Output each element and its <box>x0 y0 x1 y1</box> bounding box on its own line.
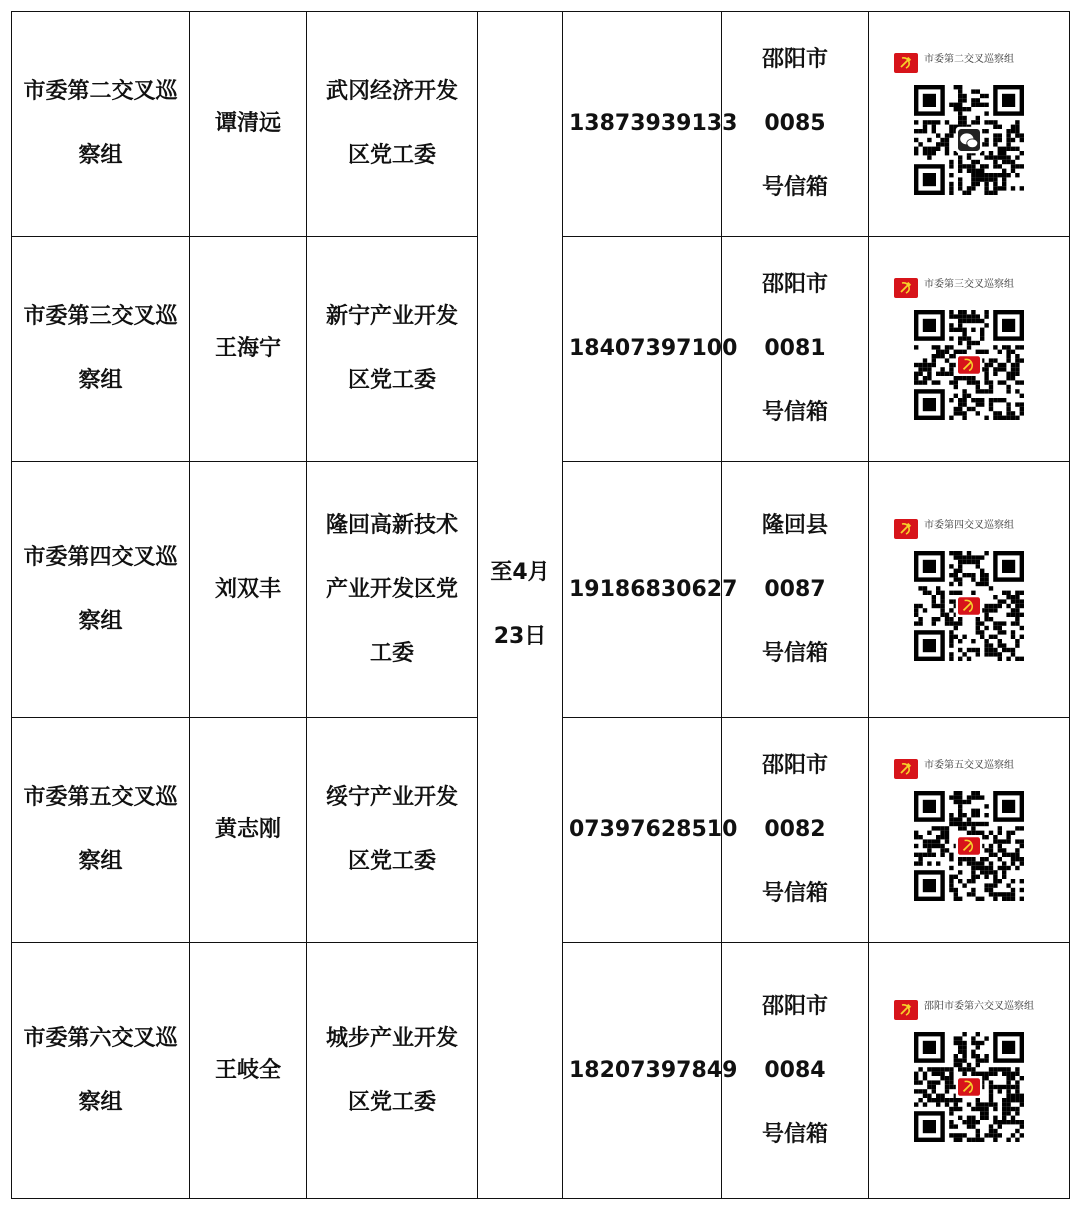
qr-header <box>894 278 1044 298</box>
inspection-contact-table <box>11 11 1070 1199</box>
cell-line: 王岐全 <box>214 1057 281 1083</box>
mailbox-cell <box>722 12 869 237</box>
qr-cell <box>869 237 1070 462</box>
cell-line: 隆回县 0087 <box>761 512 828 602</box>
cell-line: 市委第五交叉巡 <box>23 785 178 810</box>
target-unit-cell <box>307 237 478 462</box>
party-emblem-icon <box>894 278 918 298</box>
cell-line: 号信箱 <box>761 400 828 425</box>
qr-code <box>914 1032 1024 1142</box>
cell-line: 新宁产业开发 <box>325 304 458 329</box>
cell-line: 区党工委 <box>347 143 436 168</box>
cell-line: 市委第三交叉巡 <box>23 304 178 329</box>
phone-cell <box>563 462 738 718</box>
qr-header <box>894 1000 1044 1020</box>
qr-header <box>894 759 1044 779</box>
mailbox-cell <box>722 718 869 943</box>
cell-line: 邵阳市 0081 <box>761 272 828 361</box>
group-name-cell <box>12 462 190 718</box>
target-unit-cell <box>307 12 478 237</box>
qr-code <box>914 791 1024 901</box>
cell-line: 市委第四交叉巡 <box>23 544 178 570</box>
party-emblem-icon <box>894 1000 918 1020</box>
cell-line: 察组 <box>78 143 123 168</box>
qr-cell <box>869 12 1070 237</box>
qr-card <box>875 53 1063 195</box>
group-name-cell <box>12 237 190 462</box>
qr-code <box>914 85 1024 195</box>
leader-cell <box>190 943 307 1199</box>
cell-line: 工委 <box>369 640 414 666</box>
cell-line: 市委第六交叉巡 <box>23 1025 178 1051</box>
cell-line: 察组 <box>78 608 123 634</box>
target-unit-cell <box>307 718 478 943</box>
cell-line: 王海宁 <box>214 336 281 361</box>
qr-card <box>875 759 1063 901</box>
party-emblem-icon <box>894 519 918 539</box>
mailbox-cell <box>722 943 869 1199</box>
mailbox-cell <box>722 462 869 718</box>
cell-line: 区党工委 <box>347 368 436 393</box>
mailbox-cell <box>722 237 869 462</box>
qr-cell <box>869 718 1070 943</box>
qr-caption: 市委第二交叉巡察组 <box>924 54 1014 65</box>
cell-line: 13873939133 <box>569 111 738 136</box>
qr-caption: 市委第五交叉巡察组 <box>924 760 1014 771</box>
cell-line: 察组 <box>78 368 123 393</box>
phone-cell <box>563 237 738 462</box>
qr-card <box>875 519 1063 661</box>
cell-line: 察组 <box>78 849 123 874</box>
qr-card <box>875 1000 1063 1142</box>
table-row <box>12 12 1070 237</box>
cell-line: 区党工委 <box>347 849 436 874</box>
target-unit-cell <box>307 462 478 718</box>
cell-line: 察组 <box>78 1089 123 1115</box>
cell-line: 07397628510 <box>569 817 738 842</box>
target-unit-cell <box>307 943 478 1199</box>
cell-line: 号信箱 <box>761 175 828 200</box>
leader-cell <box>190 462 307 718</box>
cell-line: 区党工委 <box>347 1089 436 1115</box>
date-range-cell <box>478 12 563 1199</box>
cell-line: 18207397849 <box>569 1057 738 1083</box>
qr-code <box>914 551 1024 661</box>
cell-line: 隆回高新技术 <box>325 512 458 538</box>
cell-line: 市委第二交叉巡 <box>23 79 178 104</box>
party-emblem-icon <box>894 759 918 779</box>
phone-cell <box>563 12 738 237</box>
cell-line: 18407397100 <box>569 336 738 361</box>
group-name-cell <box>12 718 190 943</box>
cell-line: 邵阳市 0084 <box>761 993 828 1083</box>
cell-line: 绥宁产业开发 <box>325 785 458 810</box>
phone-cell <box>563 943 738 1199</box>
leader-cell <box>190 12 307 237</box>
cell-line: 武冈经济开发 <box>325 79 458 104</box>
cell-line: 邵阳市 0085 <box>761 47 828 136</box>
cell-line: 23日 <box>493 624 547 649</box>
qr-caption: 市委第三交叉巡察组 <box>924 279 1014 290</box>
qr-card <box>875 278 1063 420</box>
qr-code <box>914 310 1024 420</box>
phone-cell <box>563 718 738 943</box>
cell-line: 号信箱 <box>761 640 828 666</box>
leader-cell <box>190 237 307 462</box>
cell-line: 产业开发区党 <box>325 576 458 602</box>
qr-caption: 邵阳市委第六交叉巡察组 <box>924 1000 1034 1012</box>
leader-cell <box>190 718 307 943</box>
group-name-cell <box>12 943 190 1199</box>
qr-caption: 市委第四交叉巡察组 <box>924 519 1014 531</box>
cell-line: 刘双丰 <box>214 576 281 602</box>
cell-line: 城步产业开发 <box>325 1025 458 1051</box>
qr-header <box>894 519 1044 539</box>
cell-line: 谭清远 <box>214 111 281 136</box>
cell-line: 至4月 <box>490 560 550 585</box>
party-emblem-icon <box>894 53 918 73</box>
cell-line: 黄志刚 <box>214 817 281 842</box>
qr-cell <box>869 943 1070 1199</box>
cell-line: 邵阳市 0082 <box>761 753 828 842</box>
qr-cell <box>869 462 1070 718</box>
cell-line: 19186830627 <box>569 576 738 602</box>
cell-line: 号信箱 <box>761 881 828 906</box>
cell-line: 号信箱 <box>761 1121 828 1147</box>
qr-header <box>894 53 1044 73</box>
group-name-cell <box>12 12 190 237</box>
